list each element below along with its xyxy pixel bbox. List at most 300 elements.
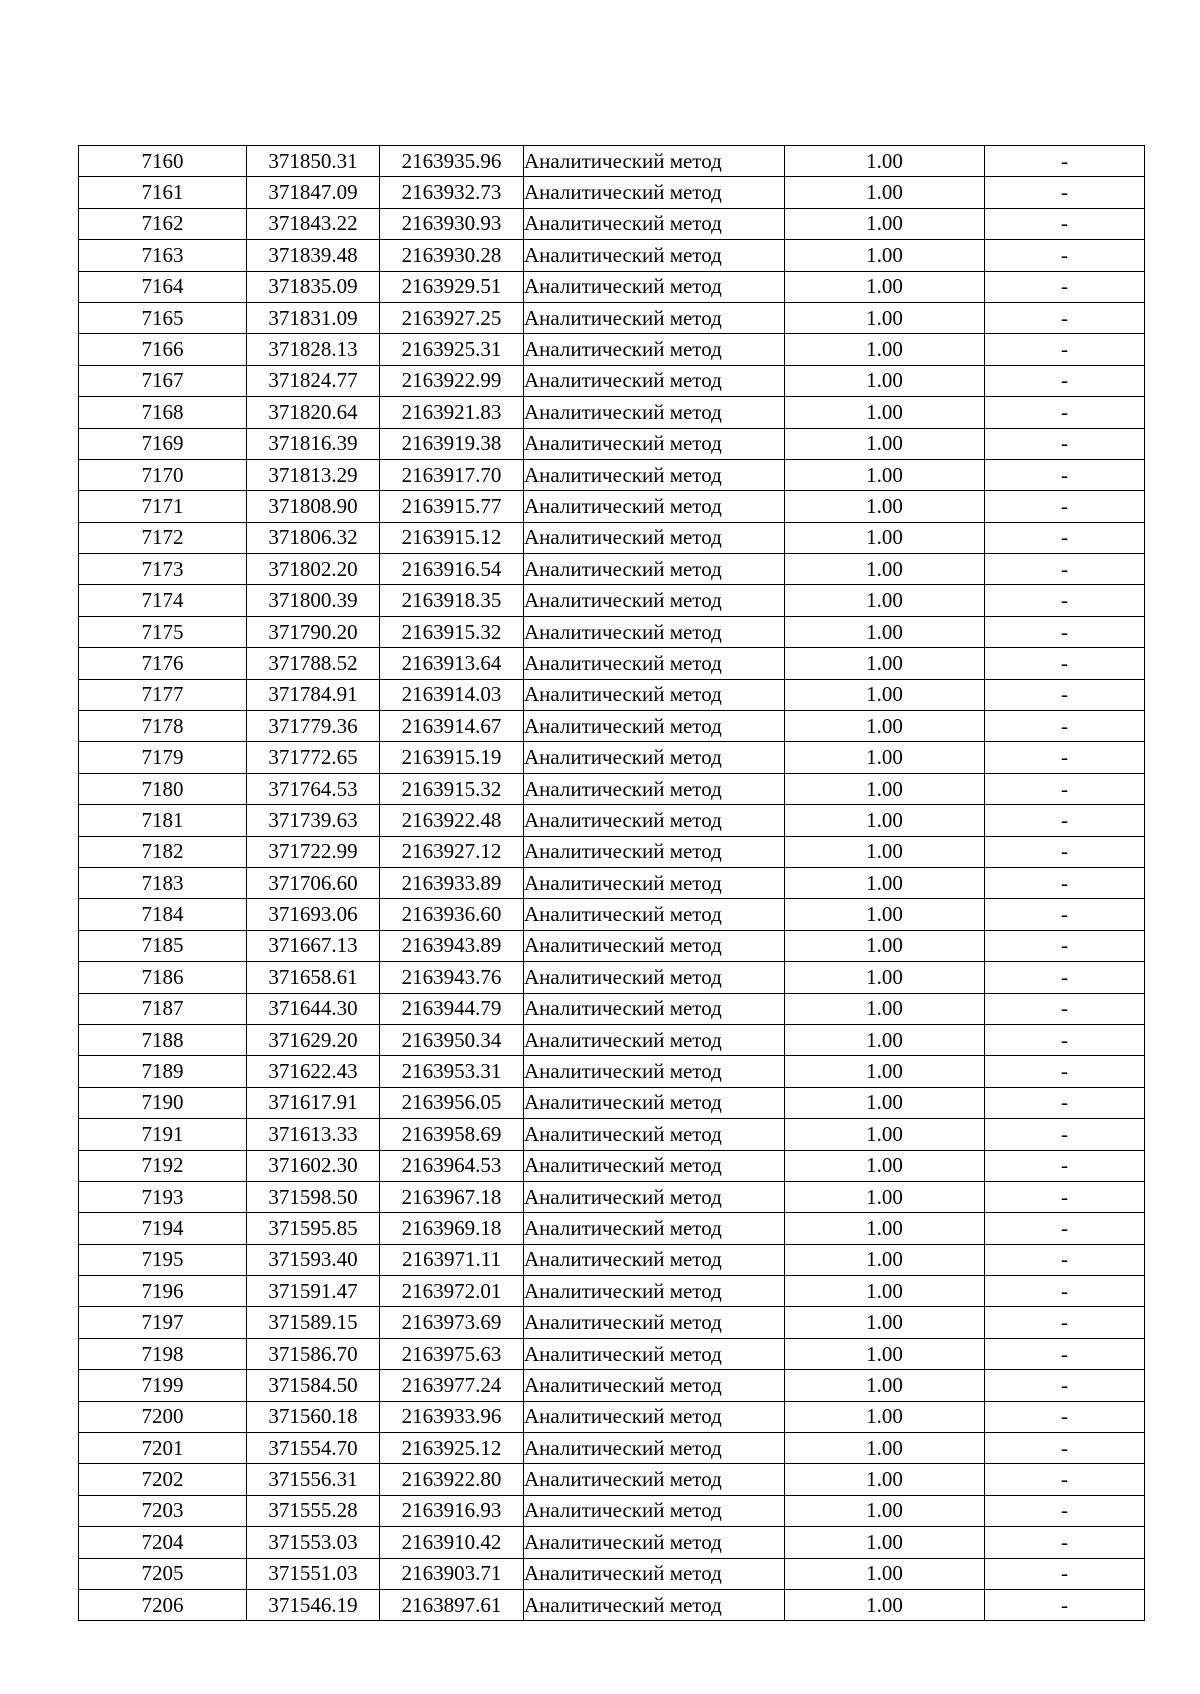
note-cell: -	[985, 1024, 1145, 1055]
accuracy-cell: 1.00	[785, 1181, 985, 1212]
point-number-cell: 7186	[79, 962, 247, 993]
note-cell: -	[985, 1401, 1145, 1432]
x-coordinate-cell: 371613.33	[247, 1119, 380, 1150]
table-row	[79, 554, 1145, 585]
table-row	[79, 365, 1145, 396]
x-coordinate-cell: 371553.03	[247, 1527, 380, 1558]
table-row	[79, 302, 1145, 333]
y-coordinate-cell: 2163972.01	[380, 1276, 524, 1307]
note-cell: -	[985, 1087, 1145, 1118]
note-cell: -	[985, 177, 1145, 208]
method-cell: Аналитический метод	[524, 1433, 785, 1464]
table-row	[79, 993, 1145, 1024]
x-coordinate-cell: 371591.47	[247, 1276, 380, 1307]
y-coordinate-cell: 2163919.38	[380, 428, 524, 459]
note-cell: -	[985, 334, 1145, 365]
x-coordinate-cell: 371808.90	[247, 491, 380, 522]
point-number-cell: 7175	[79, 616, 247, 647]
note-cell: -	[985, 1433, 1145, 1464]
accuracy-cell: 1.00	[785, 365, 985, 396]
method-cell: Аналитический метод	[524, 1589, 785, 1620]
table-row	[79, 648, 1145, 679]
method-cell: Аналитический метод	[524, 742, 785, 773]
table-row	[79, 240, 1145, 271]
point-number-cell: 7166	[79, 334, 247, 365]
table-row	[79, 177, 1145, 208]
table-row	[79, 867, 1145, 898]
y-coordinate-cell: 2163929.51	[380, 271, 524, 302]
x-coordinate-cell: 371560.18	[247, 1401, 380, 1432]
y-coordinate-cell: 2163914.03	[380, 679, 524, 710]
point-number-cell: 7203	[79, 1495, 247, 1526]
point-number-cell: 7169	[79, 428, 247, 459]
y-coordinate-cell: 2163925.12	[380, 1433, 524, 1464]
accuracy-cell: 1.00	[785, 1213, 985, 1244]
table-row	[79, 1495, 1145, 1526]
x-coordinate-cell: 371850.31	[247, 146, 380, 177]
y-coordinate-cell: 2163950.34	[380, 1024, 524, 1055]
accuracy-cell: 1.00	[785, 899, 985, 930]
table-row	[79, 1244, 1145, 1275]
table-row	[79, 1213, 1145, 1244]
accuracy-cell: 1.00	[785, 1495, 985, 1526]
table-row	[79, 1589, 1145, 1620]
accuracy-cell: 1.00	[785, 1464, 985, 1495]
method-cell: Аналитический метод	[524, 240, 785, 271]
accuracy-cell: 1.00	[785, 271, 985, 302]
method-cell: Аналитический метод	[524, 993, 785, 1024]
note-cell: -	[985, 491, 1145, 522]
table-row	[79, 1181, 1145, 1212]
x-coordinate-cell: 371658.61	[247, 962, 380, 993]
point-number-cell: 7164	[79, 271, 247, 302]
accuracy-cell: 1.00	[785, 1401, 985, 1432]
x-coordinate-cell: 371556.31	[247, 1464, 380, 1495]
table-row	[79, 1433, 1145, 1464]
note-cell: -	[985, 648, 1145, 679]
note-cell: -	[985, 1244, 1145, 1275]
table-row	[79, 1024, 1145, 1055]
table-row	[79, 1276, 1145, 1307]
method-cell: Аналитический метод	[524, 962, 785, 993]
method-cell: Аналитический метод	[524, 648, 785, 679]
table-row	[79, 208, 1145, 239]
x-coordinate-cell: 371602.30	[247, 1150, 380, 1181]
note-cell: -	[985, 742, 1145, 773]
table-row	[79, 962, 1145, 993]
x-coordinate-cell: 371554.70	[247, 1433, 380, 1464]
accuracy-cell: 1.00	[785, 146, 985, 177]
x-coordinate-cell: 371593.40	[247, 1244, 380, 1275]
accuracy-cell: 1.00	[785, 177, 985, 208]
accuracy-cell: 1.00	[785, 1558, 985, 1589]
table-row	[79, 1150, 1145, 1181]
x-coordinate-cell: 371800.39	[247, 585, 380, 616]
x-coordinate-cell: 371644.30	[247, 993, 380, 1024]
point-number-cell: 7185	[79, 930, 247, 961]
note-cell: -	[985, 459, 1145, 490]
table-row	[79, 836, 1145, 867]
accuracy-cell: 1.00	[785, 1024, 985, 1055]
y-coordinate-cell: 2163915.77	[380, 491, 524, 522]
y-coordinate-cell: 2163933.89	[380, 867, 524, 898]
accuracy-cell: 1.00	[785, 1244, 985, 1275]
x-coordinate-cell: 371546.19	[247, 1589, 380, 1620]
table-row	[79, 1119, 1145, 1150]
method-cell: Аналитический метод	[524, 1181, 785, 1212]
accuracy-cell: 1.00	[785, 679, 985, 710]
x-coordinate-cell: 371589.15	[247, 1307, 380, 1338]
y-coordinate-cell: 2163918.35	[380, 585, 524, 616]
point-number-cell: 7172	[79, 522, 247, 553]
x-coordinate-cell: 371816.39	[247, 428, 380, 459]
table-row	[79, 899, 1145, 930]
method-cell: Аналитический метод	[524, 428, 785, 459]
method-cell: Аналитический метод	[524, 365, 785, 396]
y-coordinate-cell: 2163915.19	[380, 742, 524, 773]
x-coordinate-cell: 371598.50	[247, 1181, 380, 1212]
note-cell: -	[985, 554, 1145, 585]
method-cell: Аналитический метод	[524, 773, 785, 804]
point-number-cell: 7173	[79, 554, 247, 585]
x-coordinate-cell: 371555.28	[247, 1495, 380, 1526]
table-row	[79, 1338, 1145, 1369]
y-coordinate-cell: 2163967.18	[380, 1181, 524, 1212]
note-cell: -	[985, 1056, 1145, 1087]
method-cell: Аналитический метод	[524, 867, 785, 898]
x-coordinate-cell: 371813.29	[247, 459, 380, 490]
method-cell: Аналитический метод	[524, 491, 785, 522]
point-number-cell: 7183	[79, 867, 247, 898]
note-cell: -	[985, 1181, 1145, 1212]
method-cell: Аналитический метод	[524, 1401, 785, 1432]
method-cell: Аналитический метод	[524, 1495, 785, 1526]
y-coordinate-cell: 2163933.96	[380, 1401, 524, 1432]
accuracy-cell: 1.00	[785, 1589, 985, 1620]
y-coordinate-cell: 2163958.69	[380, 1119, 524, 1150]
y-coordinate-cell: 2163927.25	[380, 302, 524, 333]
table-row	[79, 491, 1145, 522]
table-row	[79, 711, 1145, 742]
y-coordinate-cell: 2163922.48	[380, 805, 524, 836]
accuracy-cell: 1.00	[785, 1307, 985, 1338]
note-cell: -	[985, 1464, 1145, 1495]
y-coordinate-cell: 2163944.79	[380, 993, 524, 1024]
x-coordinate-cell: 371739.63	[247, 805, 380, 836]
table-row	[79, 805, 1145, 836]
point-number-cell: 7168	[79, 397, 247, 428]
point-number-cell: 7177	[79, 679, 247, 710]
y-coordinate-cell: 2163975.63	[380, 1338, 524, 1369]
method-cell: Аналитический метод	[524, 1119, 785, 1150]
x-coordinate-cell: 371843.22	[247, 208, 380, 239]
note-cell: -	[985, 836, 1145, 867]
method-cell: Аналитический метод	[524, 146, 785, 177]
table-row	[79, 1307, 1145, 1338]
point-number-cell: 7178	[79, 711, 247, 742]
point-number-cell: 7163	[79, 240, 247, 271]
point-number-cell: 7174	[79, 585, 247, 616]
note-cell: -	[985, 397, 1145, 428]
note-cell: -	[985, 867, 1145, 898]
note-cell: -	[985, 585, 1145, 616]
y-coordinate-cell: 2163915.32	[380, 616, 524, 647]
coordinates-table-body	[79, 146, 1145, 1621]
table-row	[79, 459, 1145, 490]
method-cell: Аналитический метод	[524, 397, 785, 428]
x-coordinate-cell: 371831.09	[247, 302, 380, 333]
note-cell: -	[985, 1527, 1145, 1558]
accuracy-cell: 1.00	[785, 1087, 985, 1118]
method-cell: Аналитический метод	[524, 1244, 785, 1275]
x-coordinate-cell: 371847.09	[247, 177, 380, 208]
table-row	[79, 930, 1145, 961]
note-cell: -	[985, 240, 1145, 271]
note-cell: -	[985, 773, 1145, 804]
point-number-cell: 7188	[79, 1024, 247, 1055]
method-cell: Аналитический метод	[524, 711, 785, 742]
method-cell: Аналитический метод	[524, 1056, 785, 1087]
table-row	[79, 679, 1145, 710]
table-row	[79, 1401, 1145, 1432]
table-row	[79, 616, 1145, 647]
note-cell: -	[985, 365, 1145, 396]
method-cell: Аналитический метод	[524, 1527, 785, 1558]
method-cell: Аналитический метод	[524, 1464, 785, 1495]
y-coordinate-cell: 2163915.12	[380, 522, 524, 553]
point-number-cell: 7171	[79, 491, 247, 522]
accuracy-cell: 1.00	[785, 522, 985, 553]
y-coordinate-cell: 2163910.42	[380, 1527, 524, 1558]
y-coordinate-cell: 2163922.99	[380, 365, 524, 396]
x-coordinate-cell: 371784.91	[247, 679, 380, 710]
accuracy-cell: 1.00	[785, 1276, 985, 1307]
table-row	[79, 522, 1145, 553]
point-number-cell: 7196	[79, 1276, 247, 1307]
note-cell: -	[985, 1276, 1145, 1307]
point-number-cell: 7206	[79, 1589, 247, 1620]
method-cell: Аналитический метод	[524, 1276, 785, 1307]
method-cell: Аналитический метод	[524, 1558, 785, 1589]
point-number-cell: 7201	[79, 1433, 247, 1464]
note-cell: -	[985, 805, 1145, 836]
method-cell: Аналитический метод	[524, 1338, 785, 1369]
accuracy-cell: 1.00	[785, 1527, 985, 1558]
method-cell: Аналитический метод	[524, 585, 785, 616]
y-coordinate-cell: 2163935.96	[380, 146, 524, 177]
accuracy-cell: 1.00	[785, 491, 985, 522]
point-number-cell: 7193	[79, 1181, 247, 1212]
point-number-cell: 7162	[79, 208, 247, 239]
table-row	[79, 1558, 1145, 1589]
point-number-cell: 7180	[79, 773, 247, 804]
accuracy-cell: 1.00	[785, 616, 985, 647]
table-row	[79, 146, 1145, 177]
table-row	[79, 397, 1145, 428]
method-cell: Аналитический метод	[524, 1024, 785, 1055]
y-coordinate-cell: 2163973.69	[380, 1307, 524, 1338]
method-cell: Аналитический метод	[524, 930, 785, 961]
point-number-cell: 7187	[79, 993, 247, 1024]
y-coordinate-cell: 2163921.83	[380, 397, 524, 428]
note-cell: -	[985, 146, 1145, 177]
note-cell: -	[985, 962, 1145, 993]
y-coordinate-cell: 2163943.89	[380, 930, 524, 961]
point-number-cell: 7199	[79, 1370, 247, 1401]
note-cell: -	[985, 208, 1145, 239]
point-number-cell: 7167	[79, 365, 247, 396]
note-cell: -	[985, 522, 1145, 553]
note-cell: -	[985, 616, 1145, 647]
note-cell: -	[985, 428, 1145, 459]
x-coordinate-cell: 371806.32	[247, 522, 380, 553]
y-coordinate-cell: 2163969.18	[380, 1213, 524, 1244]
note-cell: -	[985, 1370, 1145, 1401]
accuracy-cell: 1.00	[785, 867, 985, 898]
y-coordinate-cell: 2163930.93	[380, 208, 524, 239]
x-coordinate-cell: 371820.64	[247, 397, 380, 428]
y-coordinate-cell: 2163977.24	[380, 1370, 524, 1401]
accuracy-cell: 1.00	[785, 459, 985, 490]
note-cell: -	[985, 711, 1145, 742]
y-coordinate-cell: 2163943.76	[380, 962, 524, 993]
x-coordinate-cell: 371802.20	[247, 554, 380, 585]
accuracy-cell: 1.00	[785, 1370, 985, 1401]
y-coordinate-cell: 2163897.61	[380, 1589, 524, 1620]
method-cell: Аналитический метод	[524, 459, 785, 490]
y-coordinate-cell: 2163914.67	[380, 711, 524, 742]
note-cell: -	[985, 1119, 1145, 1150]
point-number-cell: 7181	[79, 805, 247, 836]
x-coordinate-cell: 371629.20	[247, 1024, 380, 1055]
x-coordinate-cell: 371764.53	[247, 773, 380, 804]
method-cell: Аналитический метод	[524, 302, 785, 333]
method-cell: Аналитический метод	[524, 334, 785, 365]
y-coordinate-cell: 2163932.73	[380, 177, 524, 208]
method-cell: Аналитический метод	[524, 679, 785, 710]
table-row	[79, 334, 1145, 365]
x-coordinate-cell: 371586.70	[247, 1338, 380, 1369]
accuracy-cell: 1.00	[785, 397, 985, 428]
table-row	[79, 742, 1145, 773]
note-cell: -	[985, 679, 1145, 710]
x-coordinate-cell: 371584.50	[247, 1370, 380, 1401]
y-coordinate-cell: 2163927.12	[380, 836, 524, 867]
note-cell: -	[985, 899, 1145, 930]
point-number-cell: 7192	[79, 1150, 247, 1181]
y-coordinate-cell: 2163917.70	[380, 459, 524, 490]
table-row	[79, 1464, 1145, 1495]
method-cell: Аналитический метод	[524, 1213, 785, 1244]
accuracy-cell: 1.00	[785, 805, 985, 836]
method-cell: Аналитический метод	[524, 522, 785, 553]
accuracy-cell: 1.00	[785, 302, 985, 333]
table-row	[79, 585, 1145, 616]
y-coordinate-cell: 2163915.32	[380, 773, 524, 804]
note-cell: -	[985, 1589, 1145, 1620]
accuracy-cell: 1.00	[785, 773, 985, 804]
point-number-cell: 7161	[79, 177, 247, 208]
point-number-cell: 7200	[79, 1401, 247, 1432]
table-row	[79, 428, 1145, 459]
x-coordinate-cell: 371622.43	[247, 1056, 380, 1087]
note-cell: -	[985, 1213, 1145, 1244]
y-coordinate-cell: 2163922.80	[380, 1464, 524, 1495]
x-coordinate-cell: 371693.06	[247, 899, 380, 930]
x-coordinate-cell: 371667.13	[247, 930, 380, 961]
accuracy-cell: 1.00	[785, 711, 985, 742]
method-cell: Аналитический метод	[524, 899, 785, 930]
x-coordinate-cell: 371706.60	[247, 867, 380, 898]
y-coordinate-cell: 2163964.53	[380, 1150, 524, 1181]
point-number-cell: 7195	[79, 1244, 247, 1275]
accuracy-cell: 1.00	[785, 993, 985, 1024]
x-coordinate-cell: 371824.77	[247, 365, 380, 396]
method-cell: Аналитический метод	[524, 208, 785, 239]
point-number-cell: 7176	[79, 648, 247, 679]
accuracy-cell: 1.00	[785, 930, 985, 961]
note-cell: -	[985, 302, 1145, 333]
accuracy-cell: 1.00	[785, 554, 985, 585]
y-coordinate-cell: 2163936.60	[380, 899, 524, 930]
point-number-cell: 7184	[79, 899, 247, 930]
table-row	[79, 1056, 1145, 1087]
note-cell: -	[985, 930, 1145, 961]
accuracy-cell: 1.00	[785, 240, 985, 271]
accuracy-cell: 1.00	[785, 1119, 985, 1150]
accuracy-cell: 1.00	[785, 585, 985, 616]
y-coordinate-cell: 2163971.11	[380, 1244, 524, 1275]
x-coordinate-cell: 371617.91	[247, 1087, 380, 1118]
point-number-cell: 7165	[79, 302, 247, 333]
point-number-cell: 7160	[79, 146, 247, 177]
point-number-cell: 7194	[79, 1213, 247, 1244]
note-cell: -	[985, 993, 1145, 1024]
y-coordinate-cell: 2163953.31	[380, 1056, 524, 1087]
x-coordinate-cell: 371828.13	[247, 334, 380, 365]
method-cell: Аналитический метод	[524, 554, 785, 585]
method-cell: Аналитический метод	[524, 1087, 785, 1118]
accuracy-cell: 1.00	[785, 742, 985, 773]
method-cell: Аналитический метод	[524, 177, 785, 208]
method-cell: Аналитический метод	[524, 271, 785, 302]
note-cell: -	[985, 1338, 1145, 1369]
method-cell: Аналитический метод	[524, 836, 785, 867]
x-coordinate-cell: 371779.36	[247, 711, 380, 742]
x-coordinate-cell: 371839.48	[247, 240, 380, 271]
x-coordinate-cell: 371835.09	[247, 271, 380, 302]
table-row	[79, 1370, 1145, 1401]
note-cell: -	[985, 1150, 1145, 1181]
coordinates-table	[78, 145, 1145, 1621]
accuracy-cell: 1.00	[785, 962, 985, 993]
x-coordinate-cell: 371790.20	[247, 616, 380, 647]
accuracy-cell: 1.00	[785, 1150, 985, 1181]
y-coordinate-cell: 2163916.93	[380, 1495, 524, 1526]
note-cell: -	[985, 1495, 1145, 1526]
note-cell: -	[985, 1307, 1145, 1338]
x-coordinate-cell: 371722.99	[247, 836, 380, 867]
method-cell: Аналитический метод	[524, 1150, 785, 1181]
point-number-cell: 7204	[79, 1527, 247, 1558]
table-row	[79, 1527, 1145, 1558]
y-coordinate-cell: 2163903.71	[380, 1558, 524, 1589]
y-coordinate-cell: 2163930.28	[380, 240, 524, 271]
accuracy-cell: 1.00	[785, 428, 985, 459]
table-row	[79, 271, 1145, 302]
method-cell: Аналитический метод	[524, 616, 785, 647]
accuracy-cell: 1.00	[785, 1338, 985, 1369]
